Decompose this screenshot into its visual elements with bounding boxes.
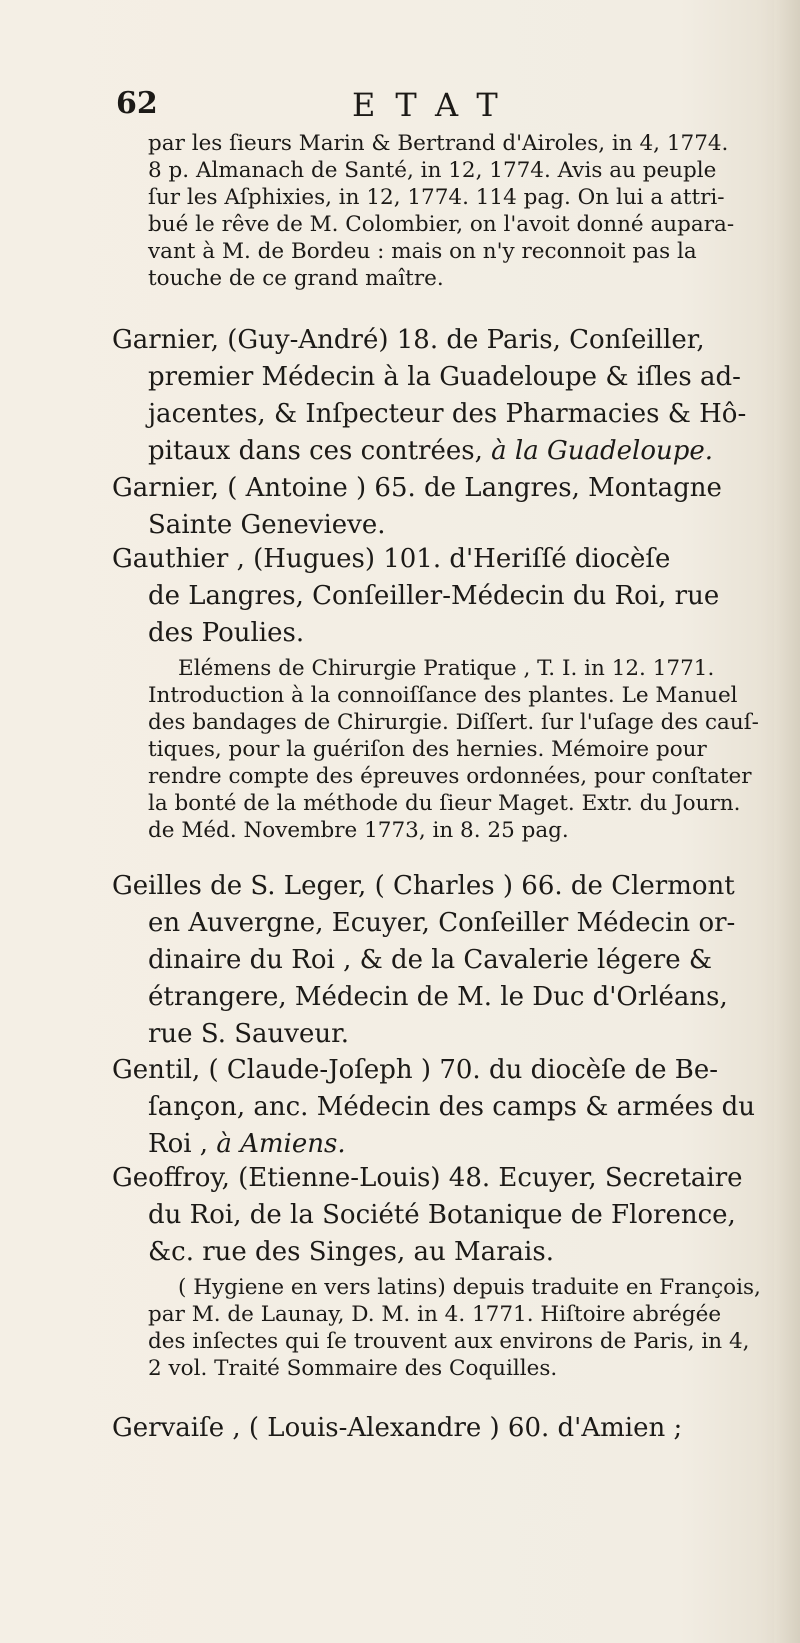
note-line: par les ſieurs Marin & Bertrand d'Airoles, in 4, 1774. <box>148 131 729 156</box>
note-line: 2 vol. Traité Sommaire des Coquilles. <box>148 1356 558 1381</box>
note-marin <box>112 130 800 292</box>
entry-place: à Amiens. <box>216 1129 346 1159</box>
entry-line: jacentes, & Inſpecteur des Pharmacies & Hô- <box>148 399 747 429</box>
page-number: 62 <box>116 86 158 121</box>
note-gauthier <box>112 655 800 844</box>
entry-gentil <box>112 1052 772 1163</box>
entry-gervaise <box>112 1410 772 1447</box>
note-line: Elémens de Chirurgie Pratique , T. I. in 12. 1771. <box>178 656 715 681</box>
entry-line: Sainte Genevieve. <box>148 510 386 540</box>
note-line: de Méd. Novembre 1773, in 8. 25 pag. <box>148 818 569 843</box>
entry-garnier-guy-andre <box>112 322 772 470</box>
entry-line: de Langres, Conſeiller-Médecin du Roi, rue <box>148 581 720 611</box>
entry-geilles <box>112 868 772 1053</box>
entry-geoffroy <box>112 1160 772 1271</box>
note-geoffroy <box>112 1274 800 1382</box>
entry-line: rue S. Sauveur. <box>148 1019 349 1049</box>
entry-line: des Poulies. <box>148 618 305 648</box>
entry-line: en Auvergne, Ecuyer, Conſeiller Médecin or- <box>148 908 736 938</box>
note-line: des inſectes qui ſe trouvent aux environs de Paris, in 4, <box>148 1329 750 1354</box>
running-head <box>112 82 672 126</box>
entry-garnier-antoine <box>112 470 772 544</box>
entry-gauthier <box>112 541 772 652</box>
entry-place: à la Guadeloupe. <box>491 436 714 466</box>
entry-line: premier Médecin à la Guadeloupe & iſles ad- <box>148 362 741 392</box>
entry-line: étrangere, Médecin de M. le Duc d'Orléans, <box>148 982 728 1012</box>
entry-line: Geilles de S. Leger, ( Charles ) 66. de Clermont <box>112 871 735 901</box>
note-line: ( Hygiene en vers latins) depuis traduite en François, <box>178 1275 761 1300</box>
entry-line: Gentil, ( Claude-Joſeph ) 70. du diocèſe de Be- <box>112 1055 719 1085</box>
note-line: Introduction à la connoiſſance des plantes. Le Manuel <box>148 683 738 708</box>
note-line: la bonté de la méthode du ſieur Maget. Extr. du Journ. <box>148 791 741 816</box>
note-line: vant à M. de Bordeu : mais on n'y reconnoit pas la <box>148 239 697 264</box>
note-line: rendre compte des épreuves ordonnées, pour conſtater <box>148 764 752 789</box>
entry-line: ſançon, anc. Médecin des camps & armées du <box>148 1092 755 1122</box>
entry-line: Gervaiſe , ( Louis-Alexandre ) 60. d'Amien ; <box>112 1413 683 1443</box>
note-line: des bandages de Chirurgie. Diſſert. ſur l'uſage des cauſ- <box>148 710 759 735</box>
entry-line: dinaire du Roi , & de la Cavalerie légere & <box>148 945 713 975</box>
entry-line: Gauthier , (Hugues) 101. d'Heriſſé diocèſe <box>112 544 671 574</box>
entry-line: du Roi, de la Société Botanique de Florence, <box>148 1200 736 1230</box>
note-line: bué le rêve de M. Colombier, on l'avoit donné aupara- <box>148 212 735 237</box>
entry-line: Garnier, ( Antoine ) 65. de Langres, Montagne <box>112 473 722 503</box>
note-line: 8 p. Almanach de Santé, in 12, 1774. Avis au peuple <box>148 158 717 183</box>
entry-line: Garnier, (Guy-André) 18. de Paris, Conſeiller, <box>112 325 705 355</box>
entry-line: Geoffroy, (Etienne-Louis) 48. Ecuyer, Secretaire <box>112 1163 743 1193</box>
note-line: ſur les Aſphixies, in 12, 1774. 114 pag. On lui a attri- <box>148 185 725 210</box>
note-line: par M. de Launay, D. M. in 4. 1771. Hiſtoire abrégée <box>148 1302 722 1327</box>
running-title: ETAT <box>352 86 518 124</box>
entry-line: &c. rue des Singes, au Marais. <box>148 1237 554 1267</box>
note-line: tiques, pour la guériſon des hernies. Mémoire pour <box>148 737 707 762</box>
entry-line: pitaux dans ces contrées, <box>148 436 492 466</box>
note-line: touche de ce grand maître. <box>148 266 444 291</box>
entry-line: Roi , <box>148 1129 217 1159</box>
